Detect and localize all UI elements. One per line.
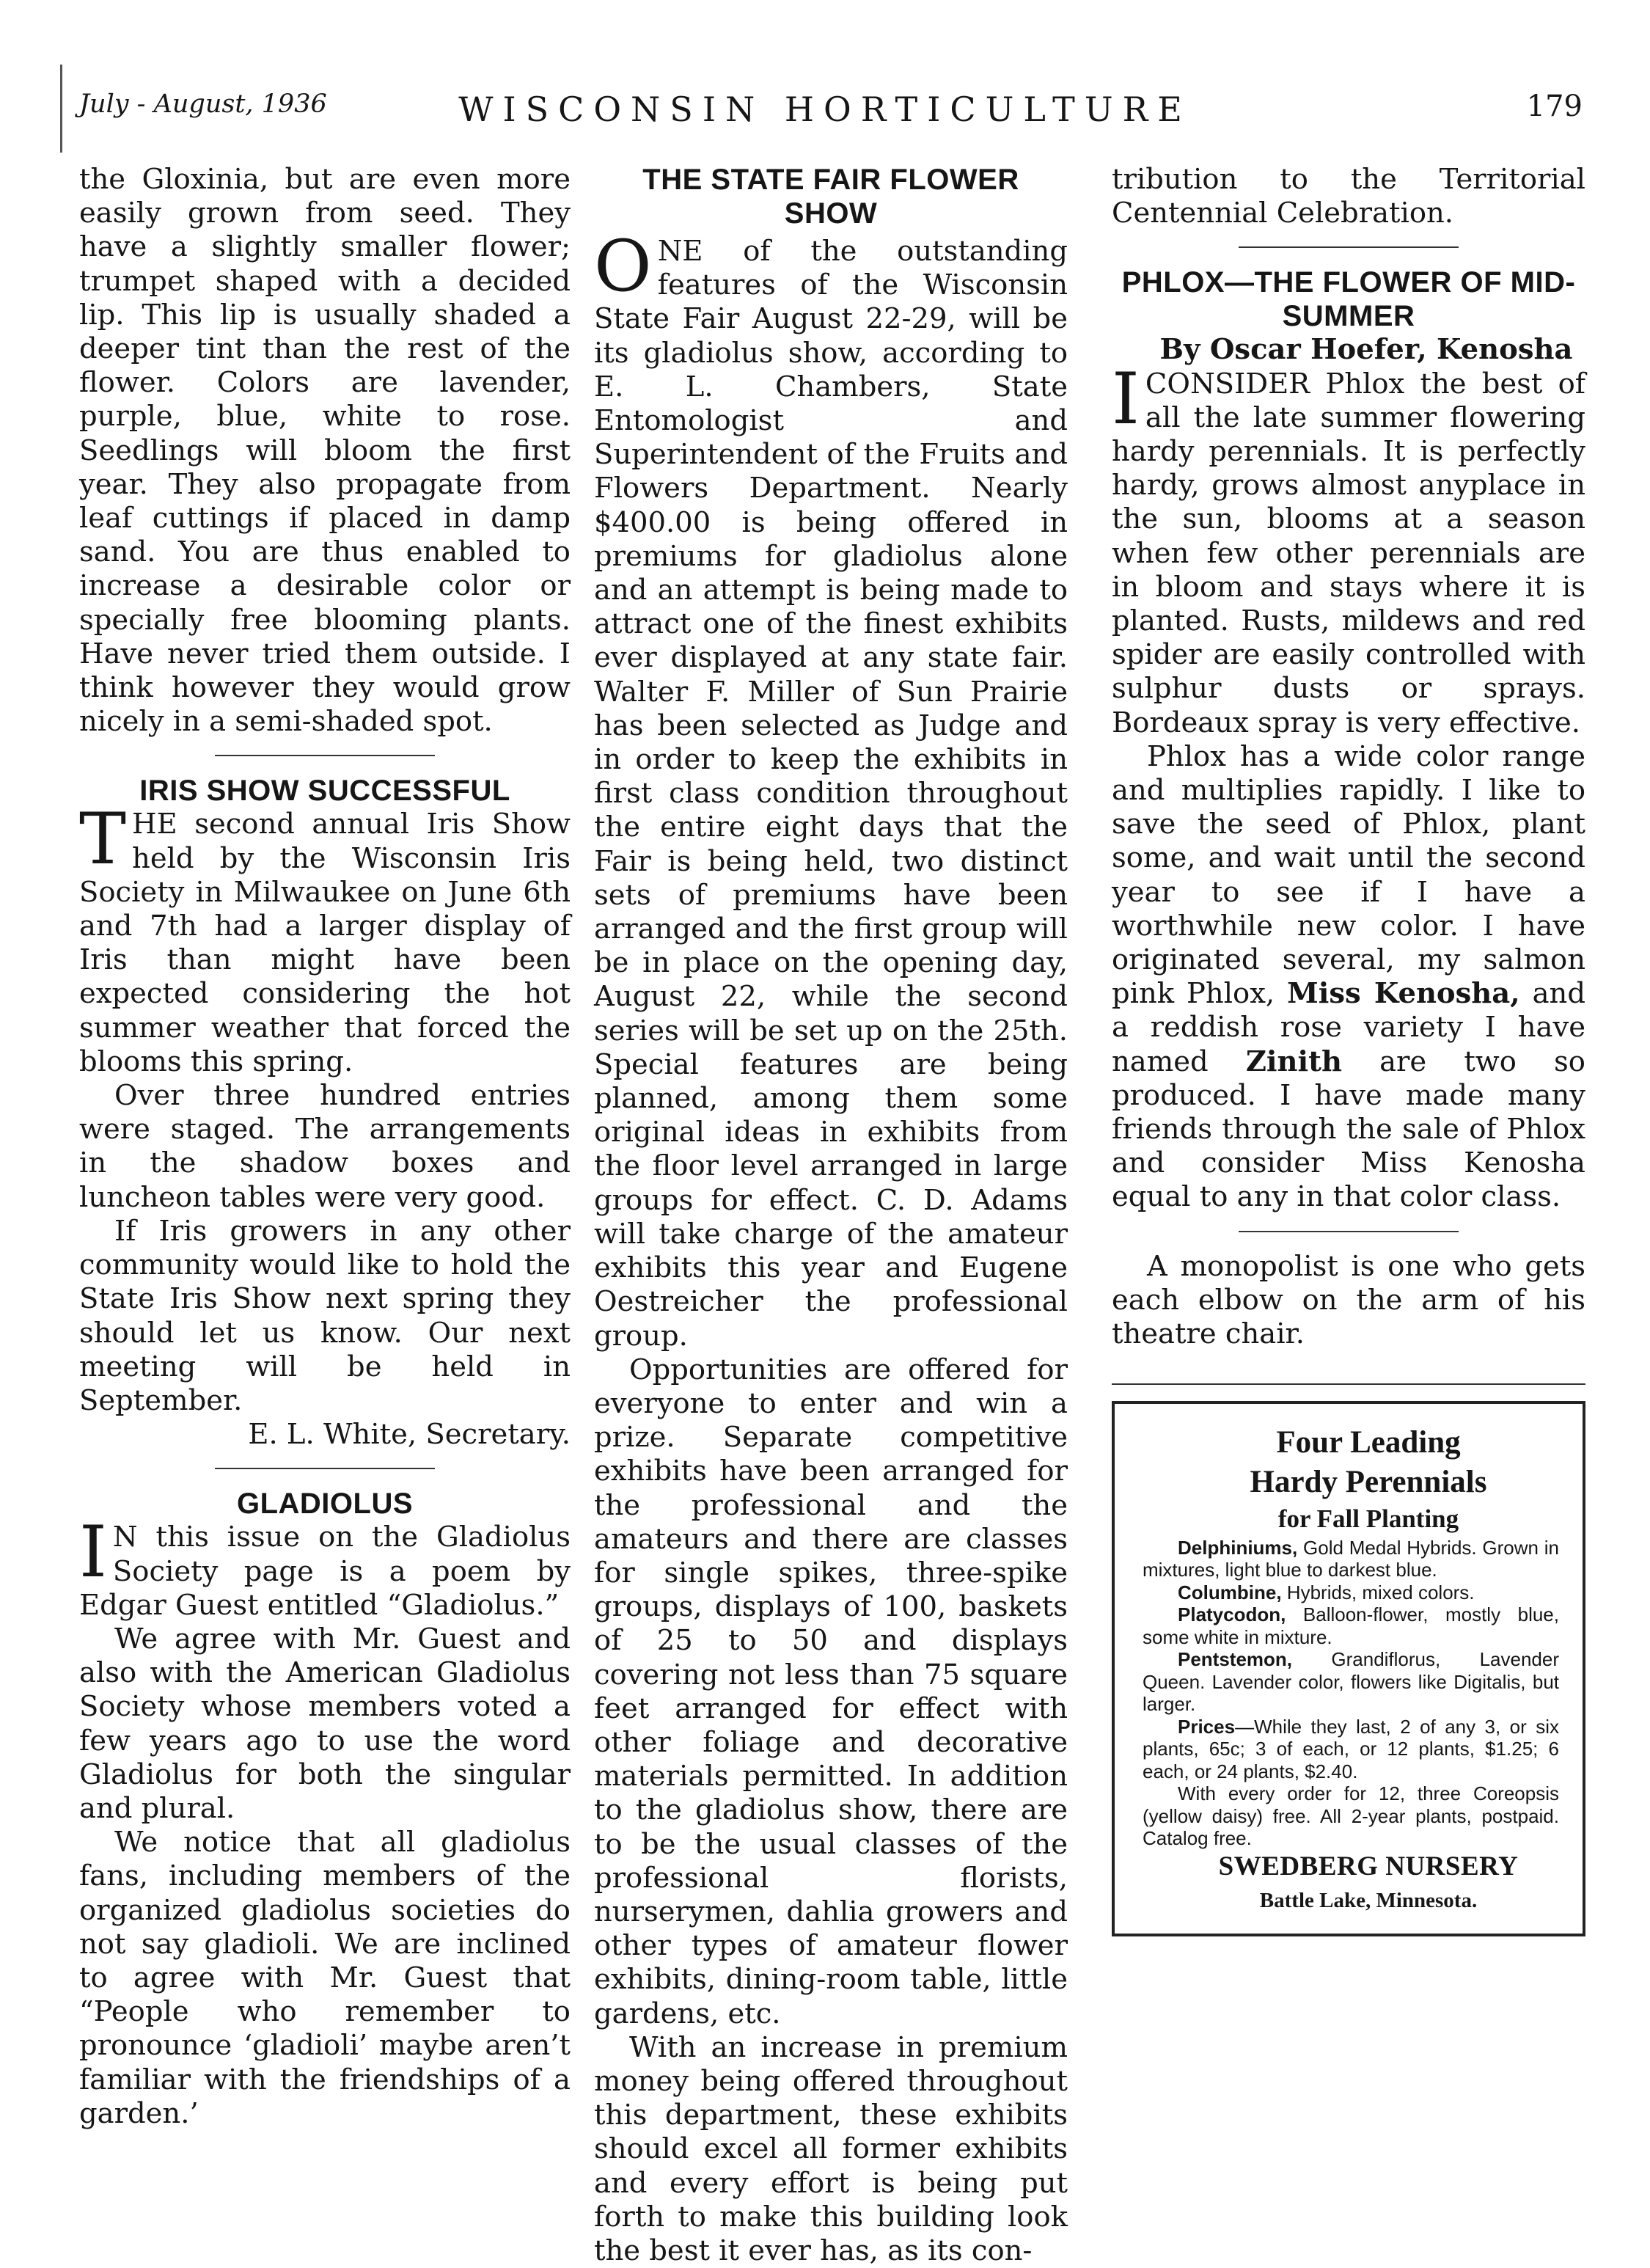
- ad-item: Prices—While they last, 2 of any 3, or six plants, 65c; 3 of each, or 12 plants, $1.25; 6 each, or 24 plants, $2.40.: [1143, 1715, 1559, 1782]
- nursery-name: SWEDBERG NURSERY: [1218, 1851, 1519, 1881]
- divider: [1239, 246, 1459, 248]
- nursery-location: Battle Lake, Minnesota.: [1259, 1888, 1478, 1912]
- iris-signature: E. L. White, Secretary.: [248, 1418, 571, 1452]
- ad-item: Columbine, Hybrids, mixed colors.: [1178, 1581, 1475, 1603]
- continued-paragraph: tribution to the Territorial Centennial Celebration.: [1112, 163, 1585, 230]
- gladiolus-para-2: We agree with Mr. Guest and also with the American Gladiolus Society whose members voted a few years ago to use the word Gladiolus for both the singular and plural.: [79, 1622, 571, 1825]
- phlox-heading: PHLOX—THE FLOWER OF MID-SUMMER: [1121, 266, 1576, 333]
- ad-item: Delphiniums, Gold Medal Hybrids. Grown in mixtures, light blue to darkest blue.: [1143, 1536, 1559, 1581]
- gladiolus-para-1: I N this issue on the Gladiolus Society page is a poem by Edgar Guest entitled “Gladiolus.”: [79, 1511, 571, 1622]
- page-number: 179: [1526, 89, 1583, 123]
- ad-subtitle: for Fall Planting: [1277, 1504, 1459, 1534]
- ad-title: Four Leading: [1276, 1425, 1461, 1460]
- variety-name: Miss Kenosha,: [1287, 977, 1520, 1011]
- column-1: [79, 163, 571, 2131]
- divider: [1239, 1231, 1459, 1232]
- drop-cap: I: [79, 1511, 107, 1594]
- iris-heading: IRIS SHOW SUCCESSFUL: [139, 775, 510, 808]
- iris-para-2: Over three hundred entries were staged. The arrangements in the shadow boxes and luncheon tables were very good.: [79, 1079, 571, 1214]
- ad-item: Platycodon, Balloon-flower, mostly blue, some white in mixture.: [1143, 1603, 1559, 1648]
- filler-quip: A monopolist is one who gets each elbow on the arm of his theatre chair.: [1112, 1249, 1585, 1351]
- state-fair-para-3: With an increase in premium money being offered throughout this department, these exhibits should excel all former exhibits and every effort is being put forth to make this building look the best it ever has, as its con-: [594, 2030, 1068, 2267]
- divider: [215, 1468, 435, 1469]
- continued-paragraph: the Gloxinia, but are even more easily grown from seed. They have a slightly smaller flower; trumpet shaped with a decided lip. This lip is usually shaded a deeper tint than the rest of the flower. Colors are lavender, purple, blue, white to rose. Seedlings will bloom the first year. They also propagate from leaf cuttings if placed in damp sand. You are thus enabled to increase a desirable color or specially free blooming plants. Have never tried them outside. I think however they would grow nicely in a semi-shaded spot.: [79, 163, 571, 739]
- ad-item: With every order for 12, three Coreopsis (yellow daisy) free. All 2-year plants, postpaid. Catalog free.: [1143, 1782, 1559, 1849]
- gladiolus-para-3: We notice that all gladiolus fans, including members of the organized gladiolus societies do not say gladioli. We are inclined to agree with Mr. Guest that “People who remember to pronounce ‘gladioli’ maybe aren’t familiar with the friendships of a garden.’: [79, 1826, 571, 2130]
- nursery-advertisement: [1112, 1401, 1585, 1936]
- issue-date: July - August, 1936: [79, 89, 327, 119]
- state-fair-para-1: ONE of the outstanding features of the Wisconsin State Fair August 22-29, will be its gladiolus show, according to E. L. Chambers, State Entomologist and Superintendent of the Fruits and Flowers Department. Nearly $400.00 is being offered in premiums for gladiolus alone and an attempt is being made to attract one of the finest exhibits ever displayed at any state fair. Walter F. Miller of Sun Prairie has been selected as Judge and in order to keep the exhibits in first class condition throughout the entire eight days that the Fair is being held, two distinct sets of premiums have been arranged and the first group will be in place on the opening day, August 22, while the second series will be set up on the 25th. Special features are being planned, among them some original ideas in exhibits from the floor level arranged in large groups for effect. C. D. Adams will take charge of the amateur exhibits this year and Eugene Oestreicher the professional group.: [594, 225, 1068, 1353]
- magazine-title: WISCONSIN HORTICULTURE: [458, 89, 1192, 129]
- phlox-byline: By Oscar Hoefer, Kenosha: [1159, 333, 1573, 367]
- ad-item: Pentstemon, Grandiflorus, Lavender Queen. Lavender color, flowers like Digitalis, but larger.: [1143, 1648, 1559, 1715]
- column-2: [594, 163, 1068, 2268]
- drop-cap: T: [79, 798, 127, 881]
- divider: [215, 755, 435, 756]
- drop-cap: O: [594, 225, 652, 307]
- phlox-para-1: ICONSIDER Phlox the best of all the late summer flowering hardy perennials. It is perfectly hardy, grows almost anyplace in the sun, blooms at a season when few other perennials are in bloom and stays where it is planted. Rusts, mildews and red spider are easily controlled with sulphur dusts or sprays. Bordeaux spray is very effective.: [1112, 357, 1585, 739]
- gladiolus-heading: GLADIOLUS: [236, 1488, 414, 1521]
- drop-cap: I: [1112, 357, 1140, 440]
- variety-name: Zinith: [1245, 1045, 1342, 1078]
- divider: [1112, 1383, 1585, 1385]
- iris-para-3: If Iris growers in any other community would like to hold the State Iris Show next spring they should let us know. Our next meeting will be held in September.: [79, 1214, 571, 1417]
- column-3: [1112, 163, 1585, 1936]
- iris-para-1: THE second annual Iris Show held by the Wisconsin Iris Society in Milwaukee on June 6th and 7th had a larger display of Iris than might have been expected considering the hot summer weather that forced the blooms this spring.: [79, 798, 571, 1078]
- state-fair-heading: THE STATE FAIR FLOWER SHOW: [642, 164, 1019, 230]
- ad-title: Hardy Perennials: [1250, 1465, 1487, 1500]
- state-fair-para-2: Opportunities are offered for everyone to enter and win a prize. Separate competitive exhibits have been arranged for the professional and the amateurs and there are classes for single spikes, three-spike groups, displays of 100, baskets of 25 to 50 and displays covering not less than 75 square feet arranged for effect with other foliage and decorative materials permitted. In addition to the gladiolus show, there are to be the usual classes of the professional florists, nurserymen, dahlia growers and other types of amateur flower exhibits, dining-room table, little gardens, etc.: [594, 1353, 1068, 2030]
- phlox-para-2: Phlox has a wide color range and multiplies rapidly. I like to save the seed of Phlox, plant some, and wait until the second year to see if I have a worthwhile new color. I have originated several, my salmon pink Phlox, Miss Kenosha, and a reddish rose variety I have named Zinith are two so produced. I have made many friends through the sale of Phlox and consider Miss Kenosha equal to any in that color class.: [1112, 739, 1585, 1214]
